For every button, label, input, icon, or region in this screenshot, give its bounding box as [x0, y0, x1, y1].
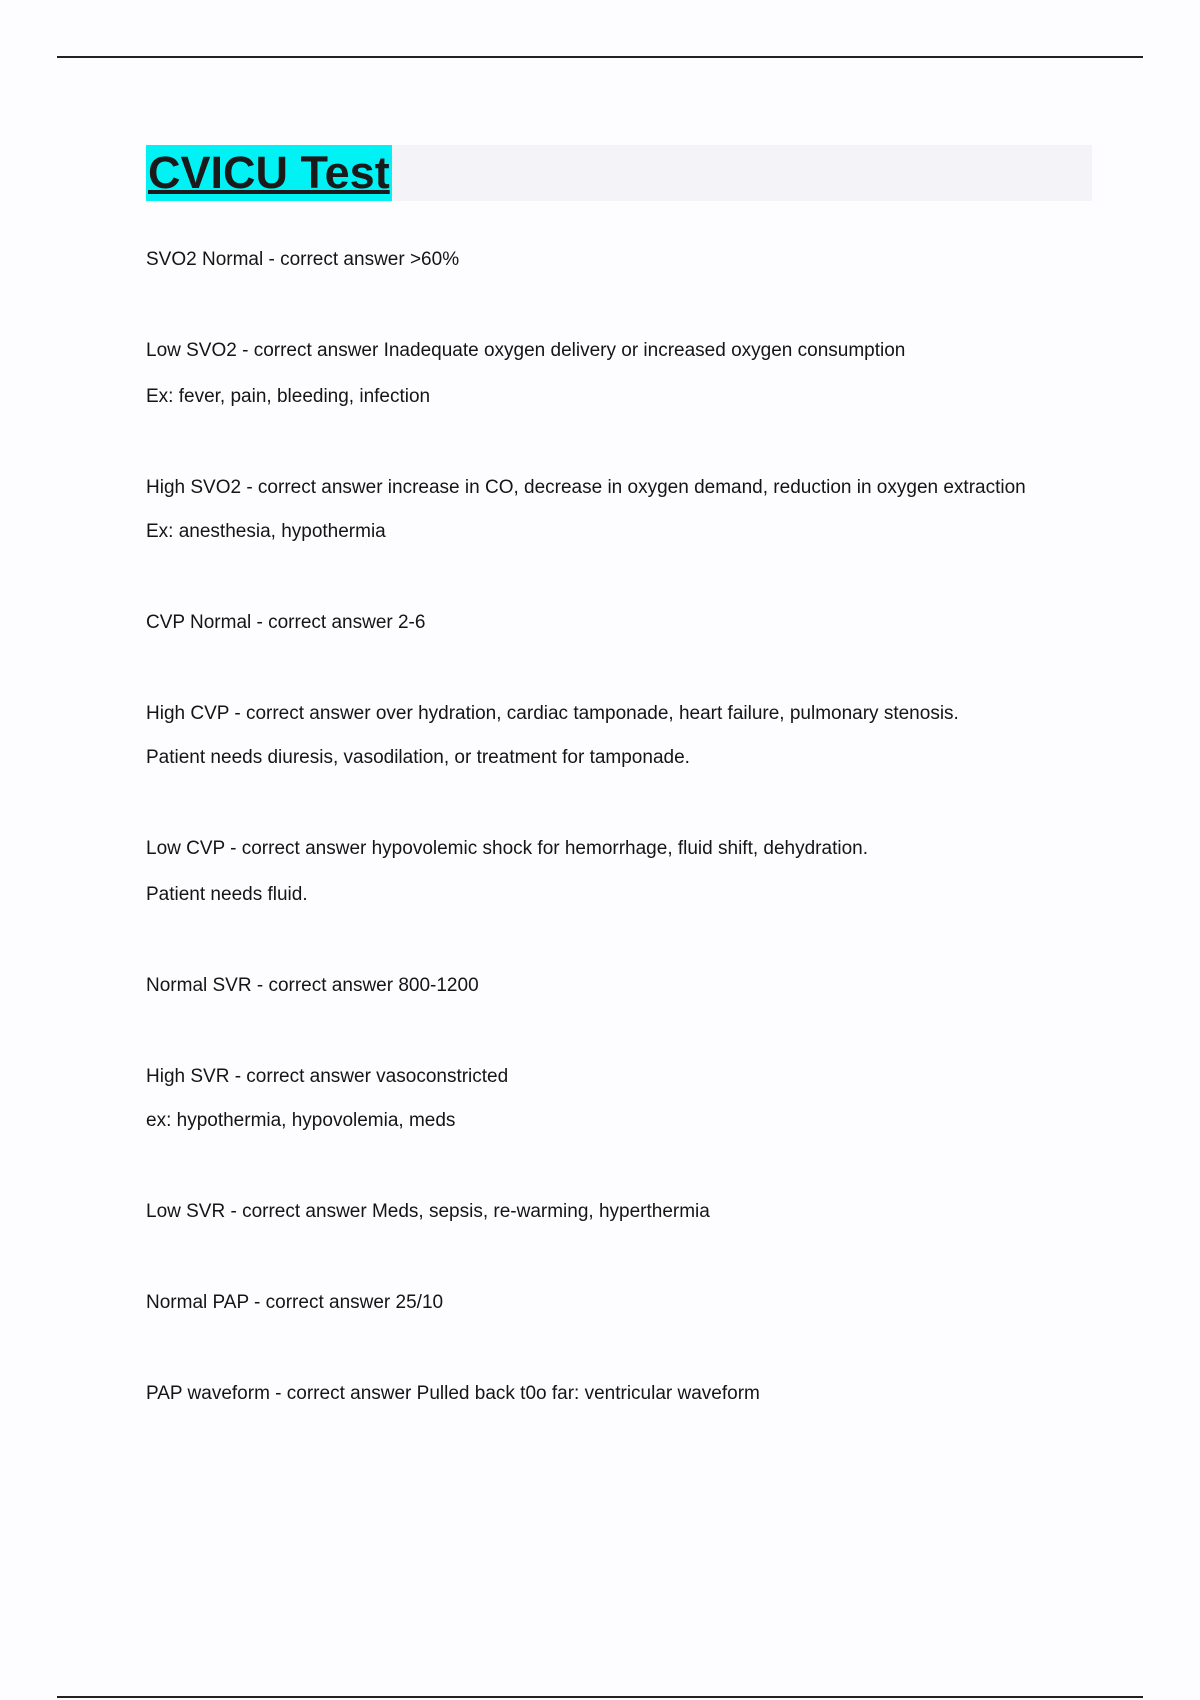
- qa-line-high-cvp: High CVP - correct answer over hydration, cardiac tamponade, heart failure, pulmonary stenosis.: [146, 703, 959, 724]
- qa-line-low-svo2-example: Ex: fever, pain, bleeding, infection: [146, 386, 431, 407]
- qa-line-high-cvp-note: Patient needs diuresis, vasodilation, or treatment for tamponade.: [146, 747, 690, 768]
- qa-line-high-svr-example: ex: hypothermia, hypovolemia, meds: [146, 1110, 456, 1131]
- header-rule: [57, 56, 1143, 58]
- qa-line-low-cvp-note: Patient needs fluid.: [146, 884, 308, 905]
- qa-line-svo2-normal: SVO2 Normal - correct answer >60%: [146, 249, 460, 270]
- footer-rule: [57, 1696, 1143, 1698]
- qa-line-high-svo2: High SVO2 - correct answer increase in CO, decrease in oxygen demand, reduction in oxygen extraction: [146, 477, 1026, 498]
- qa-line-low-svo2: Low SVO2 - correct answer Inadequate oxygen delivery or increased oxygen consumption: [146, 340, 906, 361]
- qa-line-low-cvp: Low CVP - correct answer hypovolemic shock for hemorrhage, fluid shift, dehydration.: [146, 838, 868, 859]
- qa-line-high-svr: High SVR - correct answer vasoconstricted: [146, 1066, 509, 1087]
- qa-line-pap-waveform: PAP waveform - correct answer Pulled back t0o far: ventricular waveform: [146, 1383, 760, 1404]
- qa-line-normal-pap: Normal PAP - correct answer 25/10: [146, 1292, 444, 1313]
- qa-line-cvp-normal: CVP Normal - correct answer 2-6: [146, 612, 426, 633]
- qa-line-normal-svr: Normal SVR - correct answer 800-1200: [146, 975, 479, 996]
- qa-line-high-svo2-example: Ex: anesthesia, hypothermia: [146, 521, 386, 542]
- qa-line-low-svr: Low SVR - correct answer Meds, sepsis, re-warming, hyperthermia: [146, 1201, 710, 1222]
- page-title: CVICU Test: [146, 145, 392, 201]
